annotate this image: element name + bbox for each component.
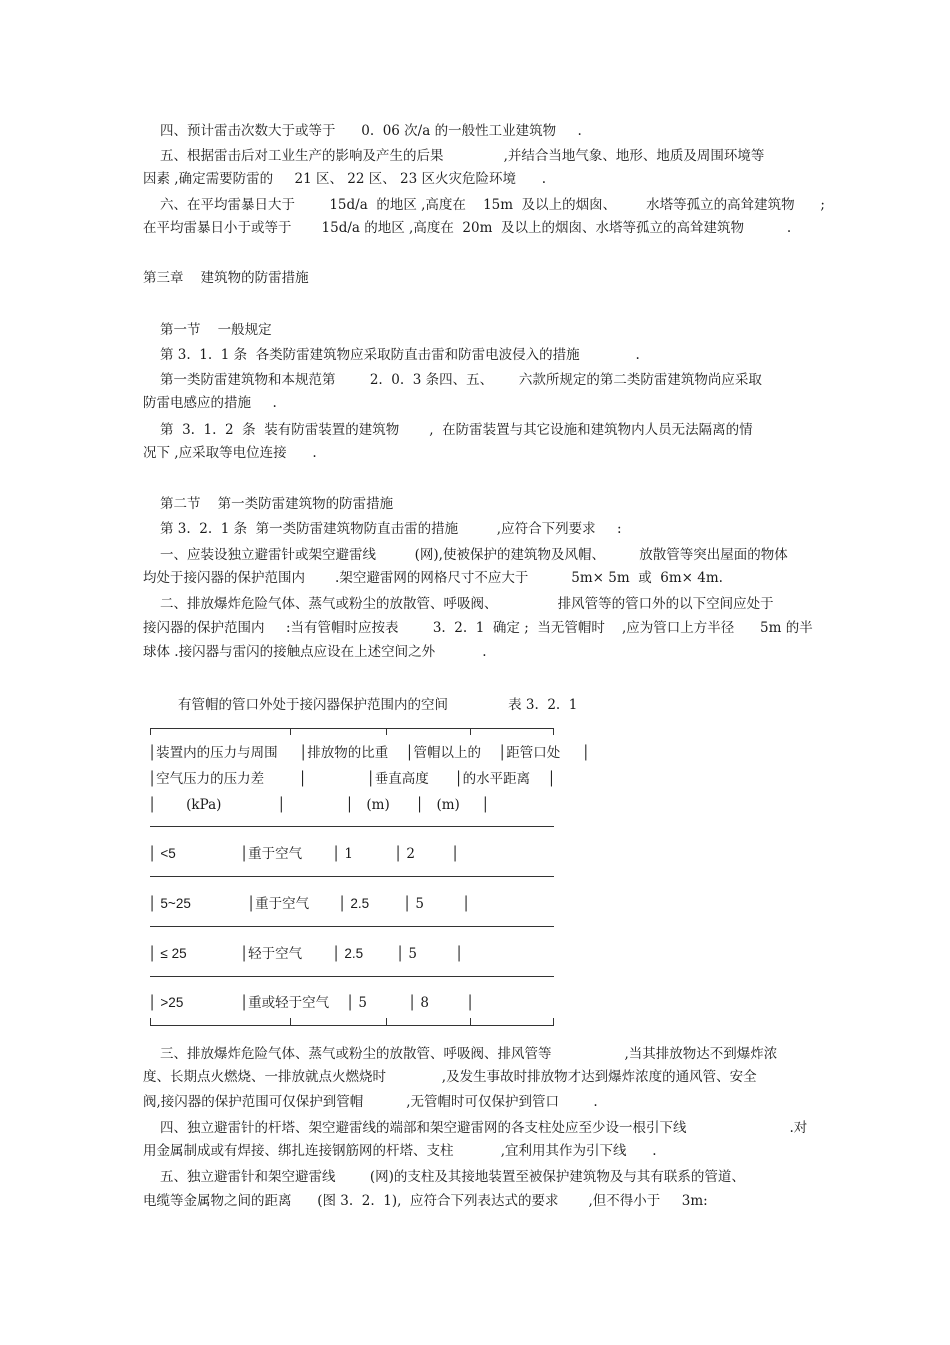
table-row: │ >25 [148,995,184,1011]
cell-gravity: │重或轻于空气 [240,995,330,1011]
table-row: │ ≤ 25 [148,946,187,962]
table-tick [290,728,291,735]
cell-pressure: <5 [160,846,176,861]
cell-gravity: │重于空气 [247,896,310,912]
cell-pressure: ≤ 25 [160,946,187,961]
article-3-2-1: 第 3. 2. 1 条 第一类防雷建筑物防直击雷的措施 ,应符合下列要求 : [160,521,622,537]
item-4-line1: 四、独立避雷针的杆塔、架空避雷线的端部和架空避雷网的各支柱处应至少设一根引下线 .对 [160,1120,808,1136]
item-3-line2: 度、长期点火燃烧、一排放就点火燃烧时 ,及发生事故时排放物才达到爆炸浓度的通风管、安全 [143,1069,757,1085]
table-tick [553,728,554,735]
item-2-line2: 接闪器的保护范围内 :当有管帽时应按表 3. 2. 1 确定 ; 当无管帽时 ,应为管口上方半径 5m 的半 [143,620,813,636]
table-divider [150,976,554,977]
article-3-1-1: 第 3. 1. 1 条 各类防雷建筑物应采取防直击雷和防雷电波侵入的措施 . [160,347,640,363]
table-tick [290,1018,291,1025]
section-title-2: 第二节 第一类防雷建筑物的防雷措施 [160,496,394,512]
table-cell-border: │ [462,896,471,912]
table-row: │ <5 [148,846,176,862]
cell-distance: │ 2 [394,846,416,862]
item-5-line2: 电缆等金属物之间的距离 (图 3. 2. 1), 应符合下列表达式的要求 ,但不得小于 3m: [143,1193,708,1209]
table-header-row: │空气压力的压力差 │ │垂直高度 │的水平距离 │ [148,771,556,787]
item-5-line1: 五、独立避雷针和架空避雷线 (网)的支柱及其接地装置至被保护建筑物及与其有联系的管道、 [160,1169,745,1185]
cell-gravity: │重于空气 [240,846,303,862]
table-cell-border: │ [451,846,460,862]
cell-height: │ 1 [332,846,354,862]
item-2-line3: 球体 .接闪器与雷闪的接触点应设在上述空间之外 . [143,644,487,660]
para-item-4: 四、预计雷击次数大于或等于 0. 06 次/a 的一般性工业建筑物 . [160,123,582,139]
table-divider [150,826,554,827]
table-header-row: │ (kPa) │ │ (m) │ (m) │ [148,797,490,813]
chapter-title: 第三章 建筑物的防雷措施 [143,270,309,286]
table-tick [470,1018,471,1025]
cell-distance: │ 8 [408,995,430,1011]
article-3-1-2-line2: 况下 ,应采取等电位连接 . [143,445,317,461]
section-title-1: 第一节 一般规定 [160,322,272,338]
table-bottom-border [150,1025,554,1026]
item-3-line3: 阀,接闪器的保护范围可仅保护到管帽 ,无管帽时可仅保护到管口 . [143,1094,598,1110]
item-4-line2: 用金属制成或有焊接、绑扎连接钢筋网的杆塔、支柱 ,宜利用其作为引下线 . [143,1143,657,1159]
table-tick [386,1018,387,1025]
cell-gravity: │轻于空气 [240,946,303,962]
item-1-line1: 一、应装设独立避雷针或架空避雷线 (网),使被保护的建筑物及风帽、 放散管等突出屋面的物体 [160,547,788,563]
article-3-1-2-line1: 第 3. 1. 2 条 装有防雷装置的建筑物 , 在防雷装置与其它设施和建筑物内人员无法隔离的情 [160,422,753,438]
table-tick [150,728,151,735]
cell-height: │ 5 [346,995,368,1011]
table-divider [150,926,554,927]
para-item-6-line2: 在平均雷暴日小于或等于 15d/a 的地区 ,高度在 20m 及以上的烟囱、水塔等孤立的高耸建筑物 . [143,220,792,236]
table-tick [553,1018,554,1025]
item-1-line2: 均处于接闪器的保护范围内 .架空避雷网的网格尺寸不应大于 5m× 5m 或 6m× 4m. [143,570,723,586]
table-row: │ 5~25 [148,896,191,912]
item-2-line1: 二、排放爆炸危险气体、蒸气或粉尘的放散管、呼吸阀、 排风管等的管口外的以下空间应处于 [160,596,774,612]
cell-height: │ 2.5 [338,896,370,912]
item-3-line1: 三、排放爆炸危险气体、蒸气或粉尘的放散管、呼吸阀、排风管等 ,当其排放物达不到爆炸浓 [160,1046,778,1062]
table-top-border [150,728,554,729]
table-cell-border: │ [455,946,464,962]
table-tick [386,728,387,735]
article-text-line2: 防雷电感应的措施 . [143,395,277,411]
cell-pressure: 5~25 [160,896,191,911]
cell-distance: │ 5 [396,946,418,962]
para-item-5-line1: 五、根据雷击后对工业生产的影响及产生的后果 ,并结合当地气象、地形、地质及周围环境等 [160,148,765,164]
table-caption: 有管帽的管口外处于接闪器保护范围内的空间 表 3. 2. 1 [178,697,578,713]
para-item-5-line2: 因素 ,确定需要防雷的 21 区、 22 区、 23 区火灾危险环境 . [143,171,547,187]
article-text-line1: 第一类防雷建筑物和本规范第 2. 0. 3 条四、五、 六款所规定的第二类防雷建筑物尚应采取 [160,372,762,388]
para-item-6-line1: 六、在平均雷暴日大于 15d/a 的地区 ,高度在 15m 及以上的烟囱、 水塔等孤立的高耸建筑物 ; [160,197,825,213]
table-tick [150,1018,151,1025]
table-header-row: │装置内的压力与周围 │排放物的比重 │管帽以上的 │距管口处 │ [148,745,590,761]
table-cell-border: │ [466,995,475,1011]
table-tick [470,728,471,735]
table-divider [150,876,554,877]
cell-height: │ 2.5 [332,946,364,962]
cell-pressure: >25 [160,995,184,1010]
cell-distance: │ 5 [403,896,425,912]
